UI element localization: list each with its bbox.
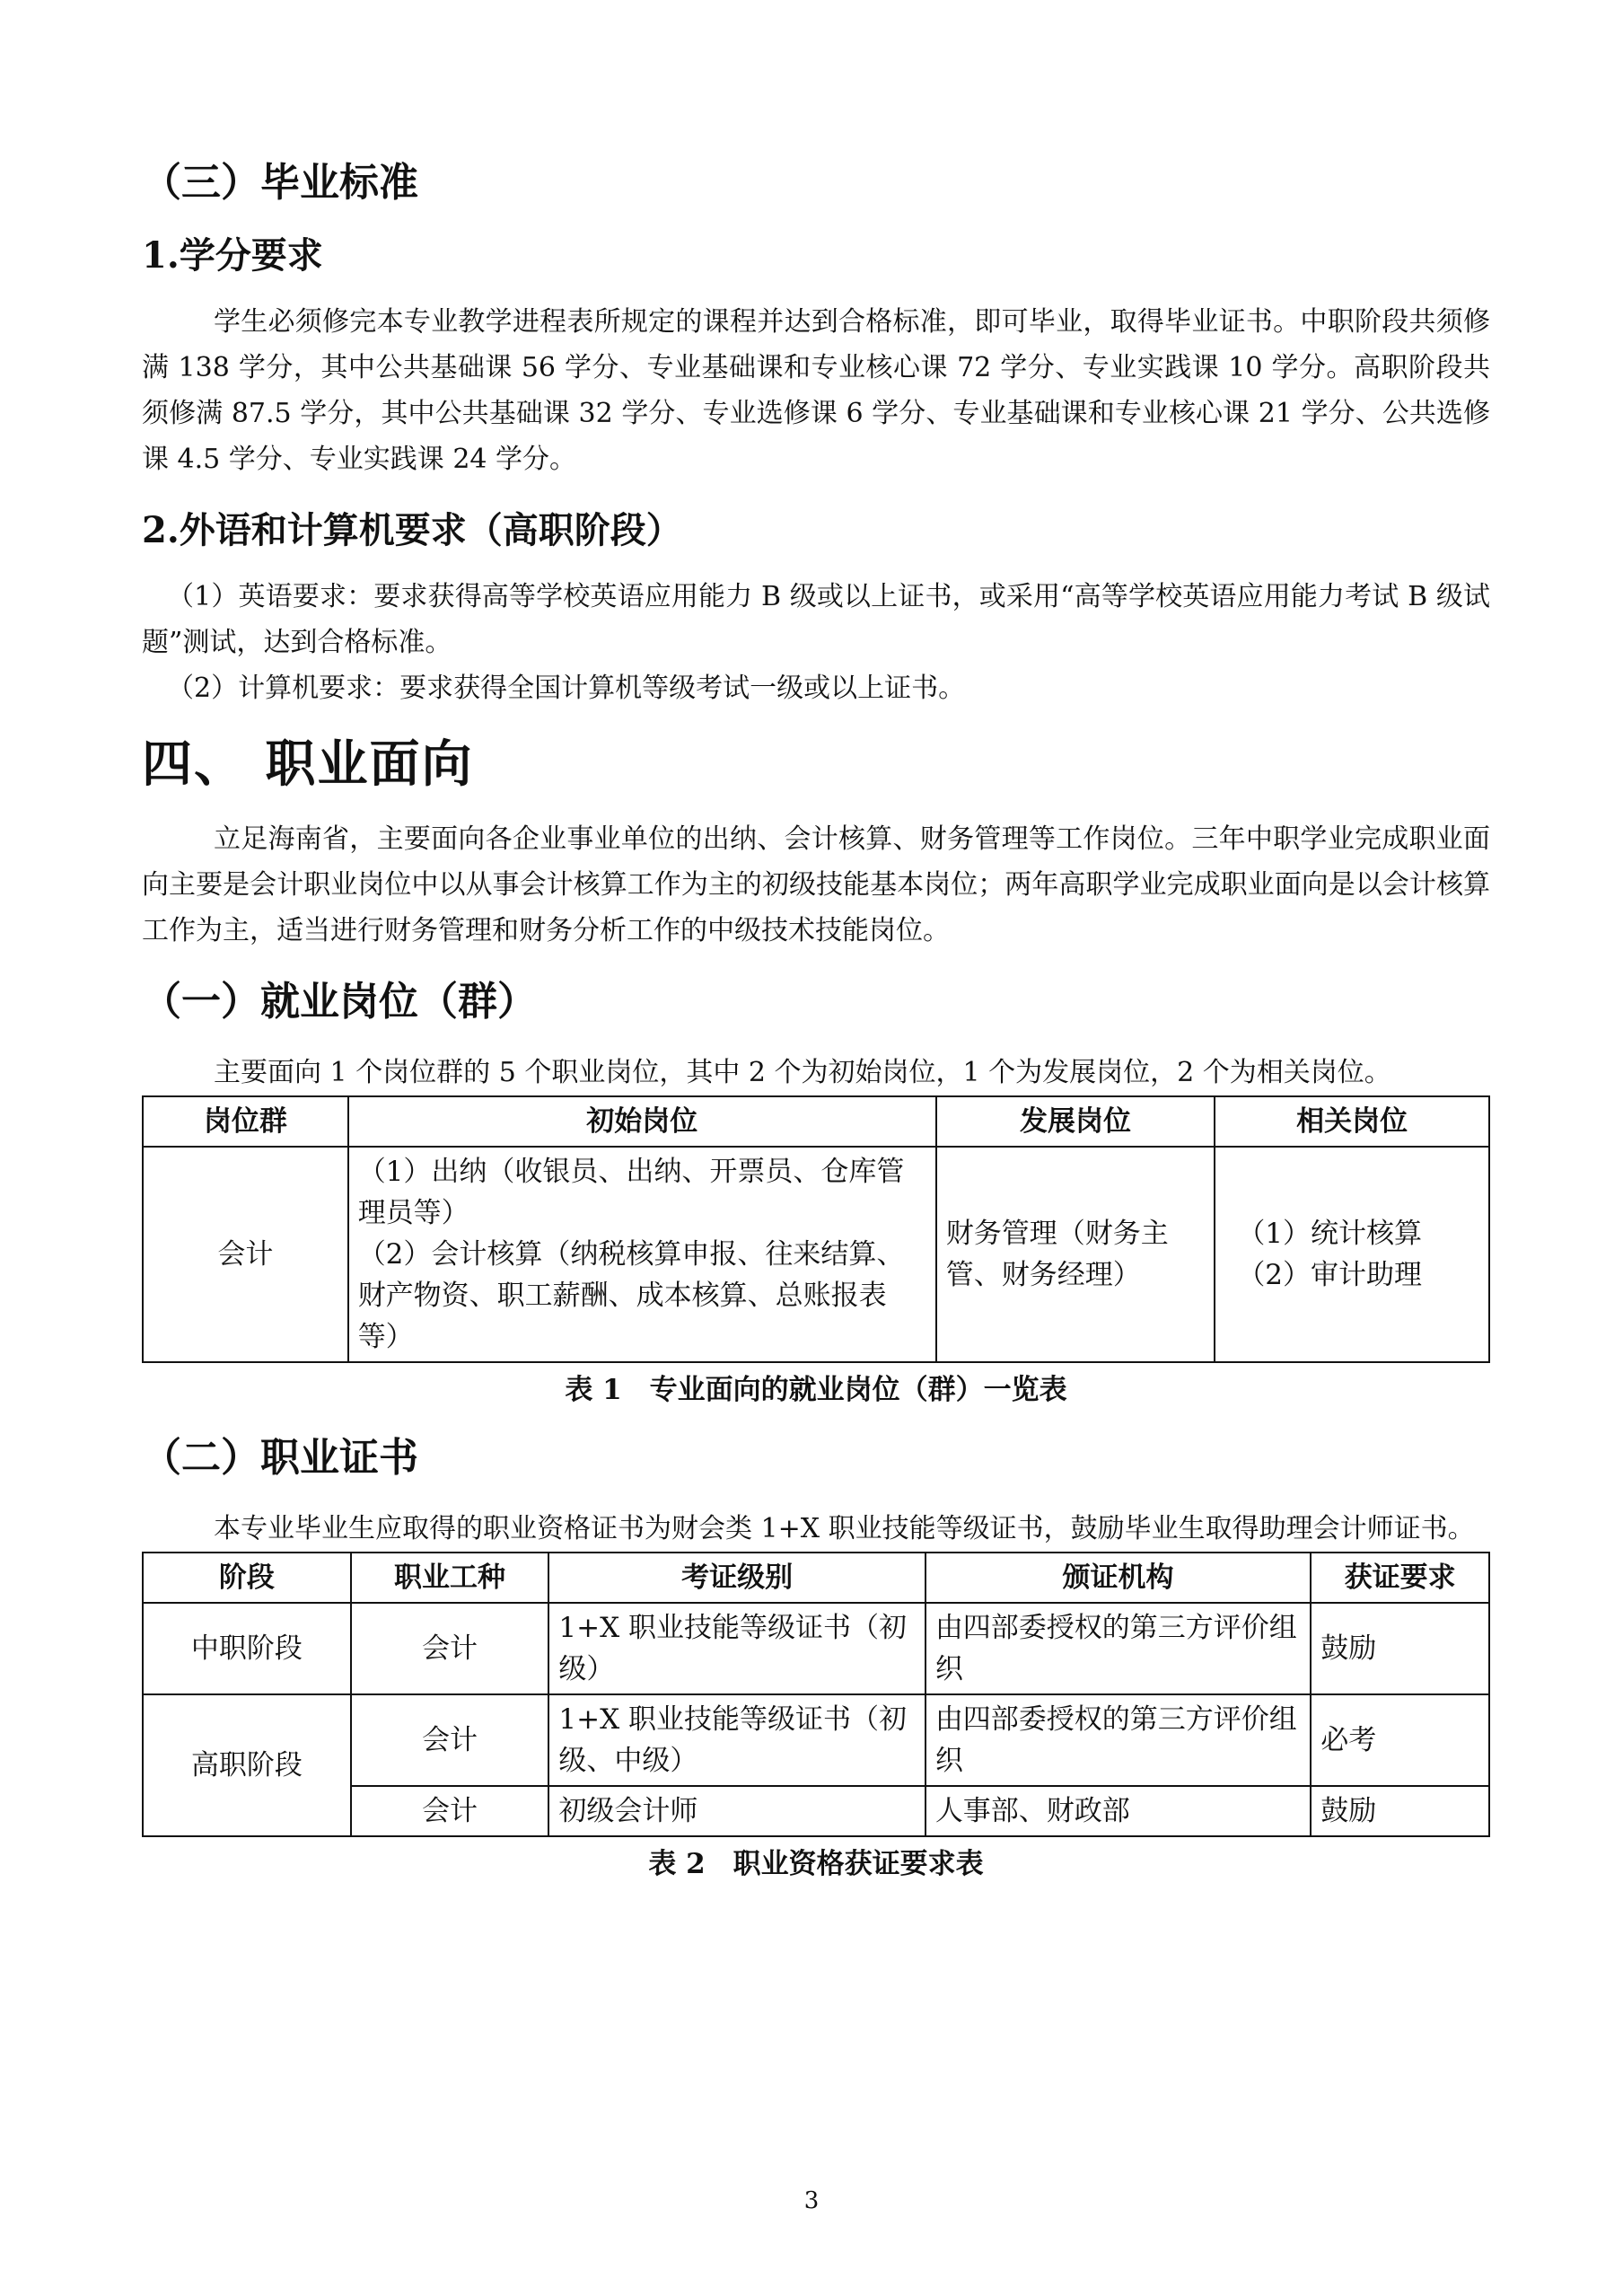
paragraph-certificates: 本专业毕业生应取得的职业资格证书为财会类 1+X 职业技能等级证书，鼓励毕业生取得助理会计师证书。 (214, 1512, 1475, 1544)
section-heading-jobs: （一）就业岗位（群） (142, 978, 537, 1025)
table-header-cell: 颁证机构 (926, 1553, 1311, 1603)
section-heading-graduation: （三）毕业标准 (142, 160, 418, 206)
table-header-row (143, 1096, 1489, 1147)
table-cell-issuer: 人事部、财政部 (926, 1786, 1311, 1836)
table-cell-initial (348, 1147, 936, 1362)
initial-position-1: （1）出纳（收银员、出纳、开票员、仓库管理员等） (357, 1155, 905, 1229)
related-position-1: （1）统计核算 (1237, 1217, 1423, 1250)
table-header-cell: 职业工种 (351, 1553, 549, 1603)
table2-caption: 表 2 职业资格获证要求表 (648, 1847, 984, 1880)
paragraph-jobs: 主要面向 1 个岗位群的 5 个职业岗位，其中 2 个为初始岗位，1 个为发展岗位，2 个为相关岗位。 (214, 1056, 1391, 1088)
table-cell-development: 财务管理（财务主管、财务经理） (936, 1147, 1215, 1362)
table-header-cell: 获证要求 (1311, 1553, 1489, 1603)
table-cell-job: 会计 (351, 1603, 549, 1694)
initial-position-2: （2）会计核算（纳税核算申报、往来结算、财产物资、职工薪酬、成本核算、总账报表等） (357, 1237, 905, 1353)
section-heading-certificates: （二）职业证书 (142, 1434, 418, 1481)
document-page (142, 135, 1490, 1884)
jobs-table (142, 1095, 1490, 1363)
table-cell-stage: 中职阶段 (143, 1603, 351, 1694)
table-header-cell: 发展岗位 (936, 1096, 1215, 1147)
table-header-cell: 初始岗位 (348, 1096, 936, 1147)
page-number: 3 (803, 2187, 820, 2214)
table-row (143, 1603, 1489, 1694)
table-cell-stage: 高职阶段 (143, 1694, 351, 1836)
paragraph-english-requirement: （1）英语要求：要求获得高等学校英语应用能力 B 级或以上证书，或采用“高等学校英语应用能力考试 B 级试题”测试，达到合格标准。 (142, 580, 1490, 658)
table-row (143, 1694, 1489, 1786)
table-cell-issuer: 由四部委授权的第三方评价组织 (926, 1694, 1311, 1786)
table-header-cell: 岗位群 (143, 1096, 348, 1147)
heading-credits: 1.学分要求 (142, 233, 323, 277)
table1-caption: 表 1 专业面向的就业岗位（群）一览表 (565, 1373, 1067, 1406)
table-cell-requirement: 必考 (1311, 1694, 1489, 1786)
paragraph-credits: 学生必须修完本专业教学进程表所规定的课程并达到合格标准，即可毕业，取得毕业证书。中职阶段共须修满 138 学分，其中公共基础课 56 学分、专业基础课和专业核心课 72 学分、专业实践课 10 学分。高职阶段共须修满 87.5 学分，其中公共基础课 32 学分、专业选修课 6 学分、专业基础课和专业核心课 21 学分、公共选修课 4.5 学分、专业实践课 24 学分。 (142, 305, 1490, 475)
table-cell-group: 会计 (143, 1147, 348, 1362)
table-cell-level: 1+X 职业技能等级证书（初级） (548, 1603, 925, 1694)
table-header-cell: 相关岗位 (1215, 1096, 1489, 1147)
table-header-cell: 阶段 (143, 1553, 351, 1603)
paragraph-computer-requirement: （2）计算机要求：要求获得全国计算机等级考试一级或以上证书。 (167, 672, 966, 704)
heading-language-computer: 2.外语和计算机要求（高职阶段） (142, 508, 682, 551)
table-cell-job: 会计 (351, 1694, 549, 1786)
certificates-table (142, 1552, 1490, 1837)
table-cell-requirement: 鼓励 (1311, 1786, 1489, 1836)
table-cell-requirement: 鼓励 (1311, 1603, 1489, 1694)
table-cell-level: 初级会计师 (548, 1786, 925, 1836)
table-row (143, 1147, 1489, 1362)
chapter-heading-career: 四、 职业面向 (142, 734, 474, 794)
table-header-row (143, 1553, 1489, 1603)
related-position-2: （2）审计助理 (1237, 1258, 1423, 1291)
paragraph-career-intro: 立足海南省，主要面向各企业事业单位的出纳、会计核算、财务管理等工作岗位。三年中职学业完成职业面向主要是会计职业岗位中以从事会计核算工作为主的初级技能基本岗位；两年高职学业完成职业面向是以会计核算工作为主，适当进行财务管理和财务分析工作的中级技术技能岗位。 (142, 823, 1490, 946)
table-cell-issuer: 由四部委授权的第三方评价组织 (926, 1603, 1311, 1694)
table-cell-related (1215, 1147, 1489, 1362)
table-cell-level: 1+X 职业技能等级证书（初级、中级） (548, 1694, 925, 1786)
table-cell-job: 会计 (351, 1786, 549, 1836)
table-header-cell: 考证级别 (548, 1553, 925, 1603)
